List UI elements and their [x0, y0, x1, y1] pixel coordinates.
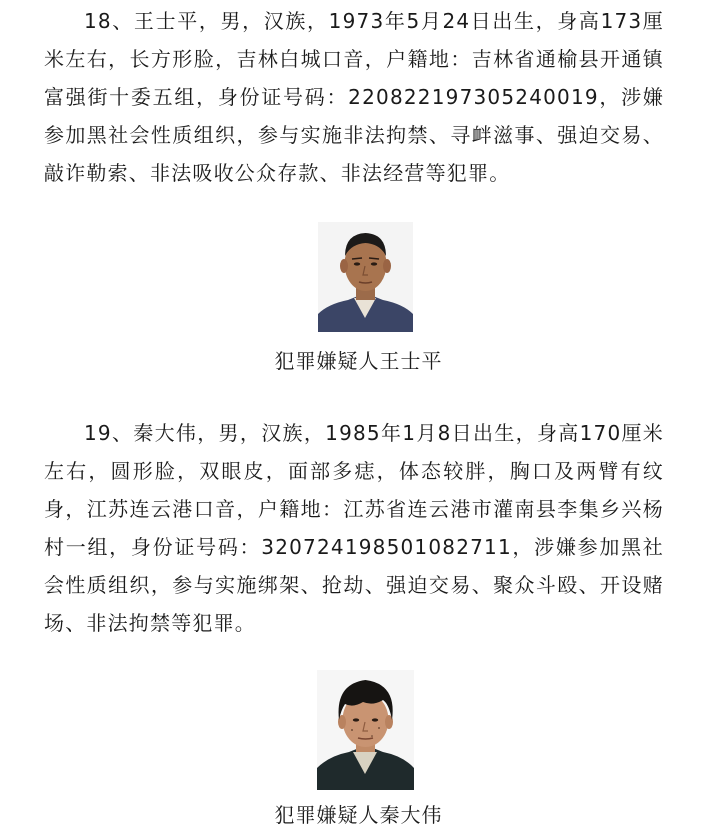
- suspect-18-caption: 犯罪嫌疑人王士平: [274, 349, 443, 373]
- suspect-18-description: 18、王士平，男，汉族，1973年5月24日出生，身高173厘米左右，长方形脸，吉林白城口音，户籍地：吉林省通榆县开通镇富强街十委五组，身份证号码：220822197305240019，涉嫌参加黑社会性质组织，参与实施非法拘禁、寻衅滋事、强迫交易、敲诈勒索、非法吸收公众存款、非法经营等犯罪。: [44, 9, 664, 185]
- suspect-19-portrait-image: [317, 670, 414, 790]
- suspect-18-photo: [318, 222, 413, 332]
- suspect-19-photo: [317, 670, 414, 790]
- suspect-19-caption: 犯罪嫌疑人秦大伟: [274, 803, 443, 827]
- suspect-19-description: 19、秦大伟，男，汉族，1985年1月8日出生，身高170厘米左右，圆形脸，双眼皮，面部多痣，体态较胖，胸口及两臂有纹身，江苏连云港口音，户籍地：江苏省连云港市灌南县李集乡兴杨村一组，身份证号码：320724198501082711，涉嫌参加黑社会性质组织，参与实施绑架、抢劫、强迫交易、聚众斗殴、开设赌场、非法拘禁等犯罪。: [44, 421, 664, 635]
- suspect-18-portrait-image: [318, 222, 413, 332]
